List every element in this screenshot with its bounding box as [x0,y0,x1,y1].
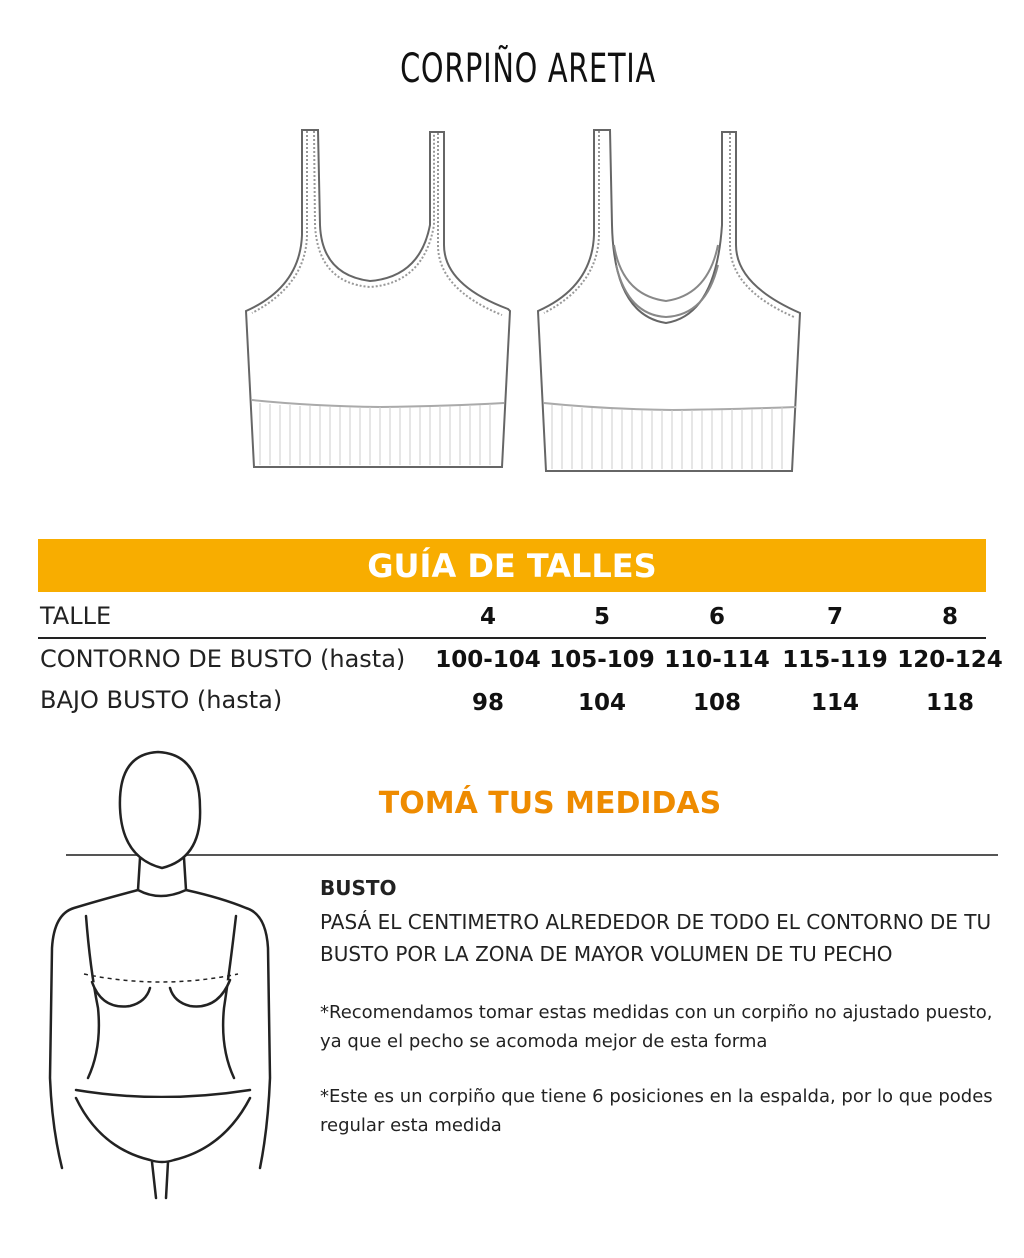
table-row [40,645,1010,681]
table-cell: 110-114 [664,647,770,673]
product-title: CORPIÑO ARETIA [400,46,656,92]
table-cell: 114 [810,690,859,716]
row-label: CONTORNO DE BUSTO (hasta) [40,645,406,673]
table-cell: 100-104 [435,647,541,673]
table-row [40,686,1010,722]
table-cell: 120-124 [897,647,1003,673]
size-guide-heading: GUÍA DE TALLES [367,547,657,585]
busto-title: BUSTO [320,876,397,900]
garment-front-illustration [240,125,520,475]
row-label: BAJO BUSTO (hasta) [40,686,283,714]
measure-heading: TOMÁ TUS MEDIDAS [378,786,722,821]
size-header-label: TALLE [40,602,112,630]
body-figure-illustration [40,748,280,1213]
table-cell: 105-109 [549,647,655,673]
size-header-cell: 5 [593,604,610,630]
size-header-cell: 8 [941,604,958,630]
garment-back-illustration [532,125,812,475]
table-cell: 115-119 [782,647,888,673]
size-header-cell: 7 [826,604,843,630]
table-cell: 118 [925,690,974,716]
table-cell: 104 [577,690,626,716]
recommendation-note: *Recomendamos tomar estas medidas con un corpiño no ajustado puesto, ya que el pecho se acomoda mejor de esta forma [320,1002,993,1052]
size-header-cell: 4 [479,604,496,630]
table-cell: 108 [692,690,741,716]
adjustment-note: *Este es un corpiño que tiene 6 posiciones en la espalda, por lo que podes regular esta medida [320,1086,993,1136]
table-divider [38,637,986,639]
size-header-row [40,602,1010,638]
busto-instructions: PASÁ EL CENTIMETRO ALREDEDOR DE TODO EL CONTORNO DE TU BUSTO POR LA ZONA DE MAYOR VOLUMEN DE TU PECHO [320,910,992,966]
size-guide-banner [38,539,986,592]
size-header-cell: 6 [708,604,725,630]
table-cell: 98 [471,690,504,716]
